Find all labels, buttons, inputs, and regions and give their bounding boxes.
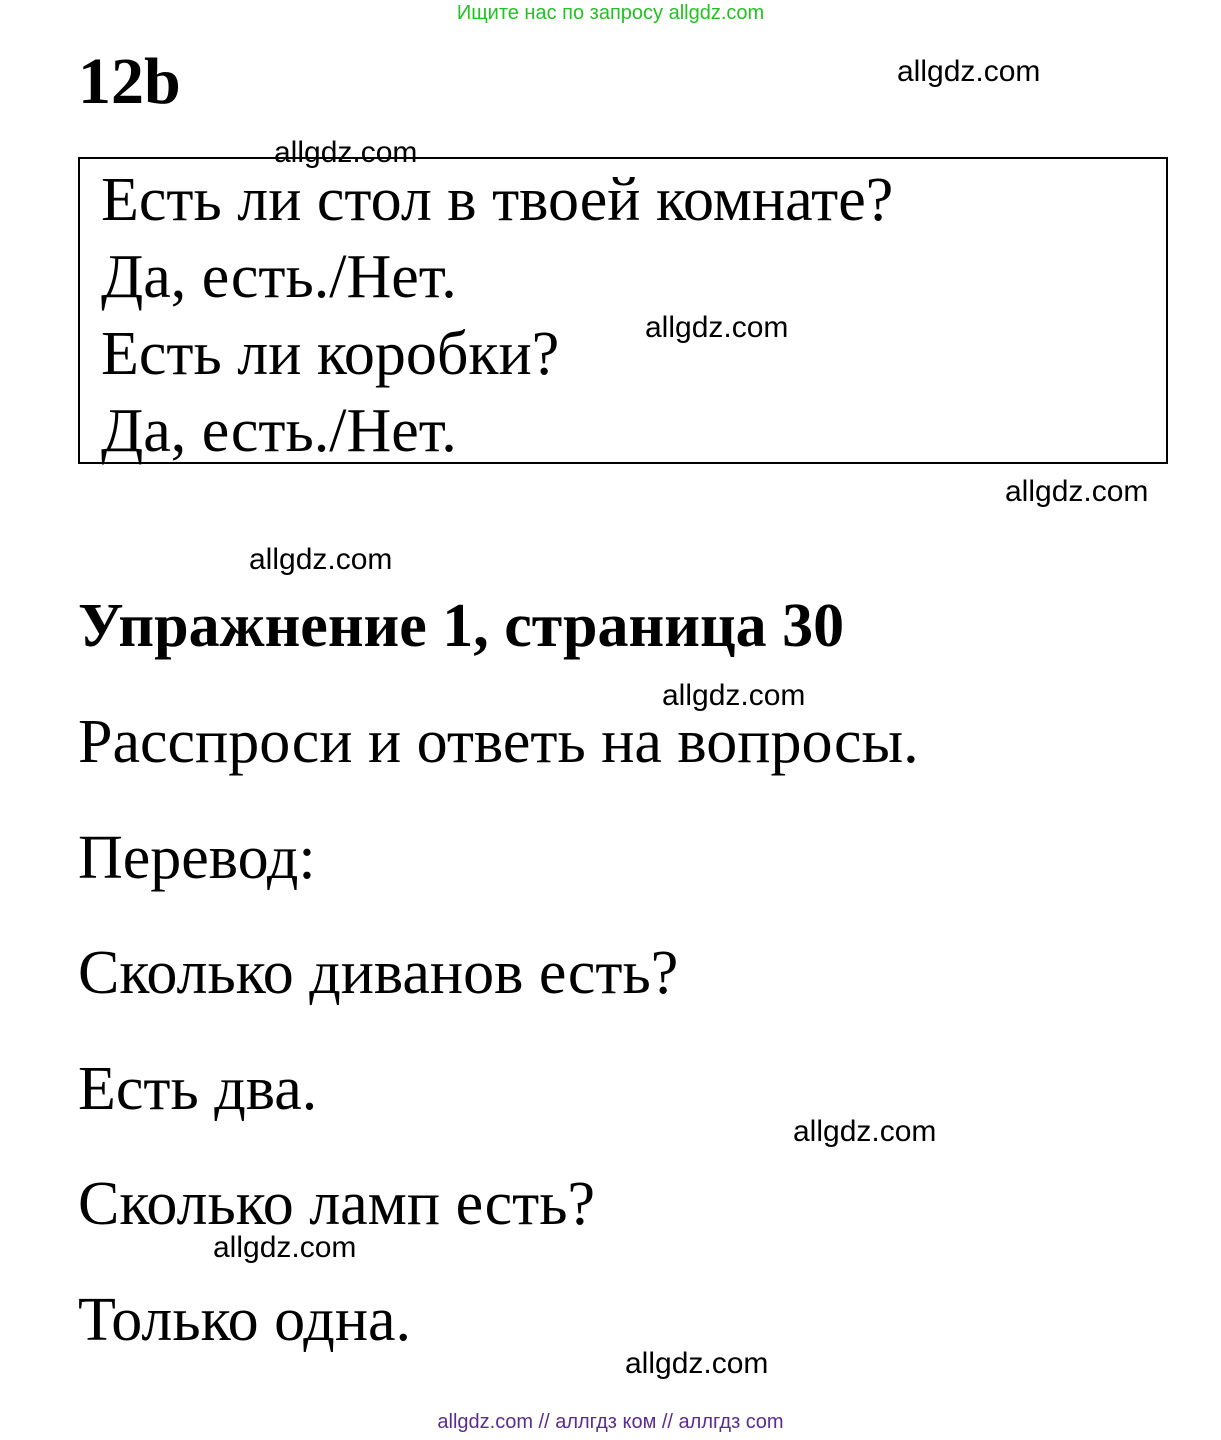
section-code: 12b (78, 45, 181, 118)
watermark: allgdz.com (249, 543, 393, 576)
task-line: Расспроси и ответь на вопросы. (78, 708, 919, 776)
watermark: allgdz.com (662, 679, 806, 712)
answer-line: Сколько диванов есть? (78, 939, 679, 1007)
box-line: Есть ли коробки? (101, 320, 560, 388)
watermark: allgdz.com (1005, 475, 1149, 508)
watermark: allgdz.com (897, 55, 1041, 88)
top-banner: Ищите нас по запросу allgdz.com (456, 2, 765, 24)
exercise-title: Упражнение 1, страница 30 (78, 592, 845, 660)
watermark: allgdz.com (274, 136, 418, 169)
box-line: Есть ли стол в твоей комнате? (101, 166, 894, 234)
watermark: allgdz.com (625, 1347, 769, 1380)
answer-line: Только одна. (78, 1286, 412, 1354)
translation-label: Перевод: (78, 824, 316, 892)
answer-line: Сколько ламп есть? (78, 1170, 596, 1238)
box-line: Да, есть./Нет. (101, 243, 457, 311)
box-line: Да, есть./Нет. (101, 397, 457, 465)
watermark: allgdz.com (213, 1231, 357, 1264)
footer-links: allgdz.com // аллгдз ком // аллгдз com (437, 1411, 784, 1433)
watermark: allgdz.com (793, 1115, 937, 1148)
watermark: allgdz.com (645, 311, 789, 344)
answer-line: Есть два. (78, 1055, 318, 1123)
